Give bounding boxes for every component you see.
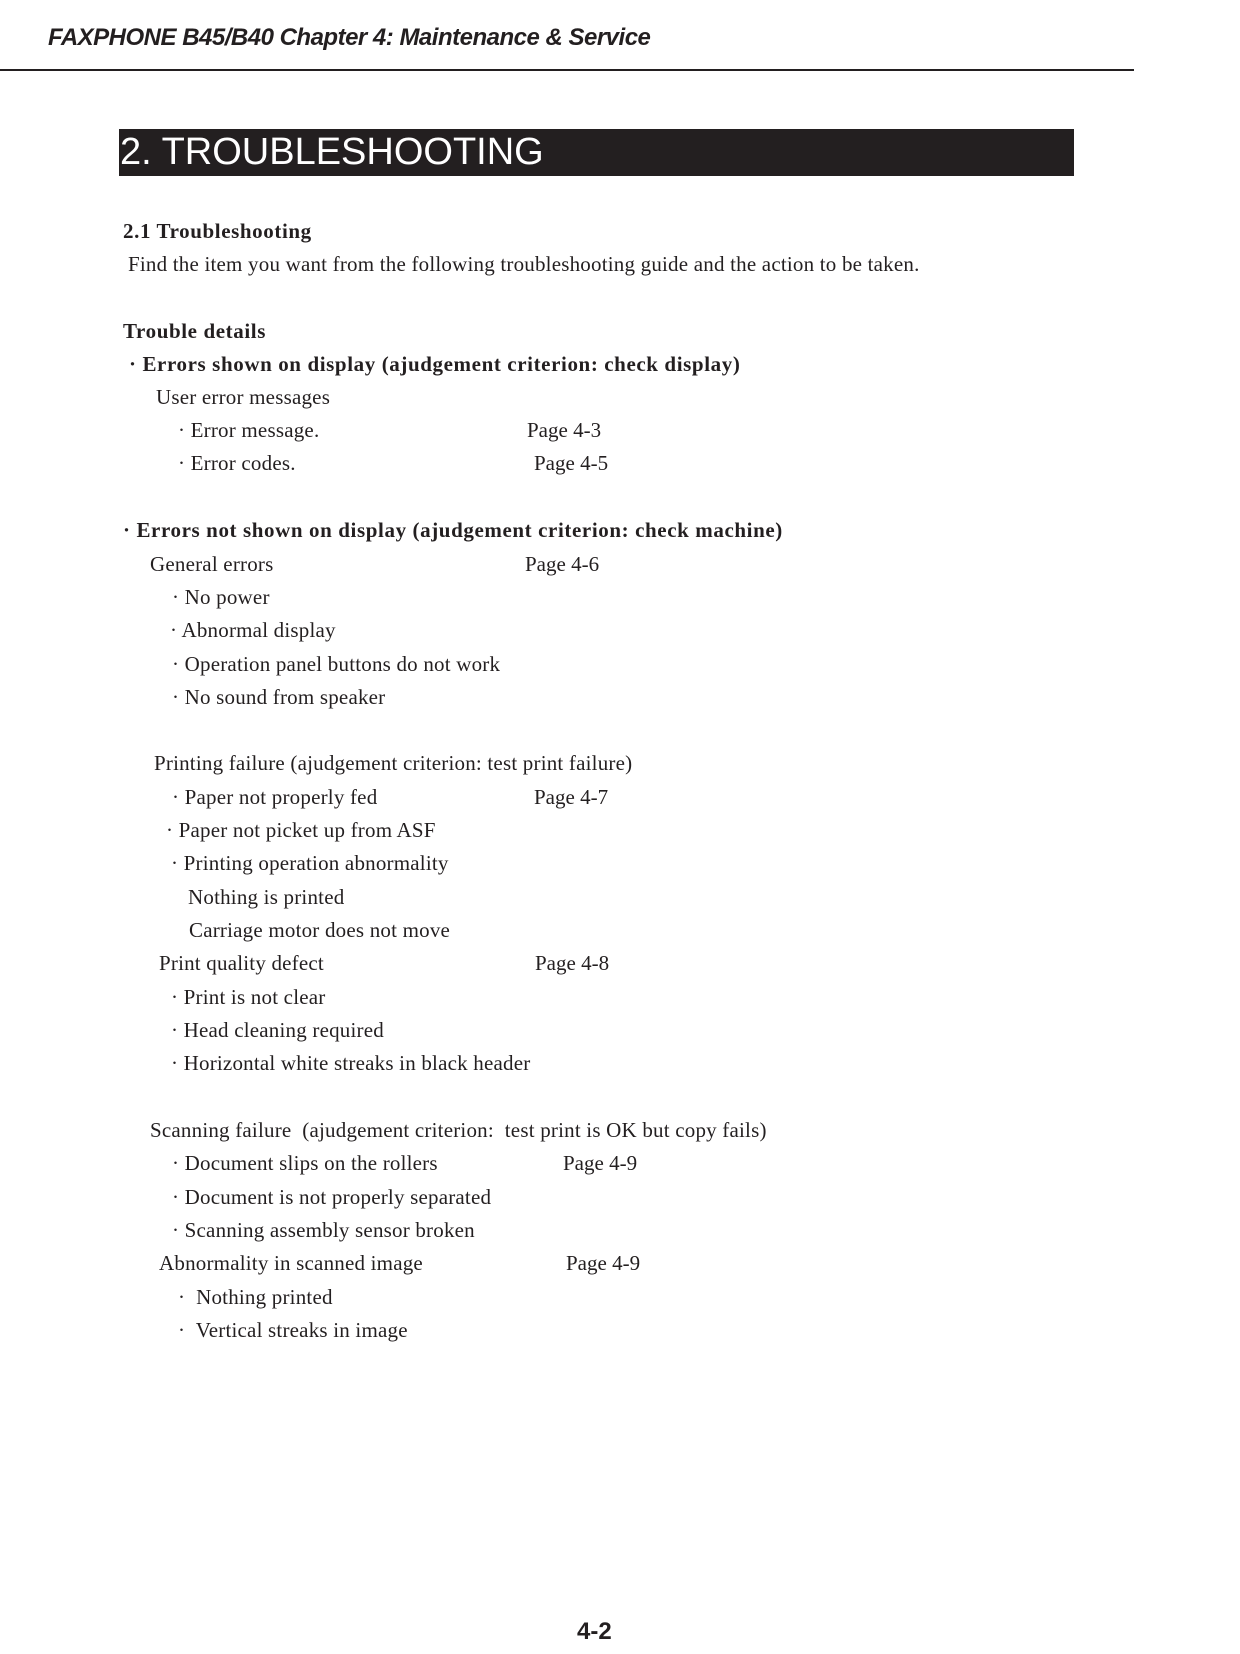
list-item: · Paper not picket up from ASF (166, 818, 436, 842)
list-item: · Paper not properly fed (172, 785, 378, 809)
list-item: · Vertical streaks in image (178, 1318, 408, 1342)
printing-failure: Printing failure (ajudgement criterion: test print failure) (154, 751, 633, 775)
list-item: · Abnormal display (170, 618, 336, 642)
list-item: · No sound from speaker (172, 685, 386, 709)
list-item: · Scanning assembly sensor broken (172, 1218, 475, 1242)
page-reference: Page 4-9 (563, 1151, 638, 1175)
abnormal-scanned-image: Abnormality in scanned image (159, 1251, 423, 1275)
list-item: · Print is not clear (171, 985, 326, 1009)
trouble-details-heading: Trouble details (123, 319, 266, 343)
scanning-failure: Scanning failure (ajudgement criterion: test print is OK but copy fails) (150, 1118, 767, 1142)
print-quality-defect: Print quality defect (159, 951, 324, 975)
user-error-messages: User error messages (156, 385, 331, 409)
page-reference: Page 4-8 (535, 951, 610, 975)
section-title: 2. TROUBLESHOOTING (119, 129, 1074, 176)
list-item: · Nothing printed (178, 1285, 333, 1309)
page-reference: Page 4-7 (534, 785, 609, 809)
page-reference: Page 4-9 (566, 1251, 641, 1275)
list-item: · Operation panel buttons do not work (172, 652, 501, 676)
running-header: FAXPHONE B45/B40 Chapter 4: Maintenance & Service (48, 24, 651, 51)
general-errors: General errors (150, 552, 274, 576)
list-item: · Printing operation abnormality (171, 851, 449, 875)
intro-text: Find the item you want from the following troubleshooting guide and the action to be taken. (128, 252, 920, 276)
list-item: · Error codes. (178, 451, 296, 475)
list-item: · Horizontal white streaks in black header (171, 1051, 531, 1075)
header-rule (0, 69, 1134, 71)
list-item: · Document is not properly separated (172, 1185, 492, 1209)
list-item: Nothing is printed (188, 885, 345, 909)
list-item: · Error message. (178, 418, 320, 442)
list-item: · Head cleaning required (171, 1018, 384, 1042)
subsection-title: 2.1 Troubleshooting (123, 219, 312, 243)
page-reference: Page 4-3 (527, 418, 602, 442)
list-item: · No power (172, 585, 270, 609)
page-number: 4-2 (577, 1618, 612, 1645)
list-item: Carriage motor does not move (189, 918, 451, 942)
display-errors-heading: · Errors shown on display (ajudgement criterion: check display) (129, 352, 741, 376)
list-item: · Document slips on the rollers (172, 1151, 438, 1175)
machine-errors-heading: · Errors not shown on display (ajudgement criterion: check machine) (123, 518, 783, 542)
page-reference: Page 4-6 (525, 552, 600, 576)
page-reference: Page 4-5 (534, 451, 609, 475)
